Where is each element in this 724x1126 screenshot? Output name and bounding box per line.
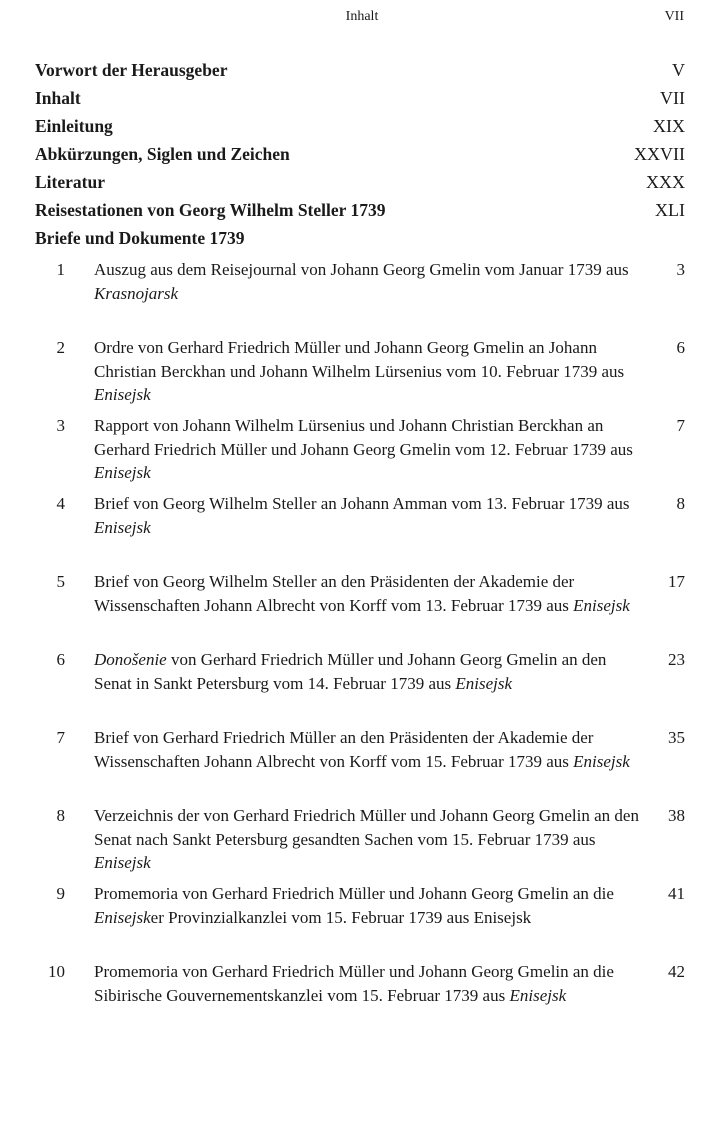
section-title: Vorwort der Herausgeber xyxy=(35,60,228,80)
entry-place: Enisejsk xyxy=(94,517,151,537)
entry-text: Verzeichnis der von Gerhard Friedrich Müller und Johann Georg Gmelin an den Senat nach Sankt Petersburg gesandten Sachen vom 15. Februar 1739 aus xyxy=(94,806,639,849)
toc-section-vorwort xyxy=(35,60,685,88)
toc-entry-10 xyxy=(35,960,685,1038)
entry-place: Krasnojarsk xyxy=(94,283,179,303)
entry-number: 5 xyxy=(56,572,65,591)
entry-number: 3 xyxy=(56,416,65,435)
section-page: XXX xyxy=(646,172,685,192)
entry-title xyxy=(94,648,639,695)
entry-title xyxy=(94,258,639,305)
toc-entry-3 xyxy=(35,414,685,492)
entry-page: 42 xyxy=(668,962,685,981)
entry-page: 35 xyxy=(668,728,685,747)
section-page: XIX xyxy=(653,116,685,136)
entry-suffix: er Provinzialkanzlei vom 15. Februar 1739 aus Enisejsk xyxy=(150,907,532,927)
running-header-page-number: VII xyxy=(664,9,684,24)
entry-title xyxy=(94,492,639,539)
entry-text: Auszug aus dem Reisejournal von Johann Georg Gmelin vom Januar 1739 aus xyxy=(94,260,629,279)
toc-entry-9 xyxy=(35,882,685,960)
entry-title xyxy=(94,414,639,485)
entry-text: Promemoria von Gerhard Friedrich Müller und Johann Georg Gmelin an die Sibirische Gouvernementskanzlei vom 15. Februar 1739 aus xyxy=(94,962,614,1005)
entry-page: 7 xyxy=(676,416,685,435)
entry-place: Enisejsk xyxy=(94,907,151,927)
entry-number: 8 xyxy=(56,806,65,825)
toc-entry-7 xyxy=(35,726,685,804)
entry-place: Enisejsk xyxy=(573,595,630,615)
toc-entry-4 xyxy=(35,492,685,570)
entry-text: von Gerhard Friedrich Müller und Johann Georg Gmelin an den Senat in Sankt Petersburg vom 14. Februar 1739 aus xyxy=(94,650,607,693)
entry-place: Enisejsk xyxy=(94,463,151,482)
toc-entries xyxy=(35,258,685,1038)
section-title: Briefe und Dokumente 1739 xyxy=(35,228,245,248)
toc-section-reisestationen xyxy=(35,200,685,228)
toc-section-literatur xyxy=(35,172,685,200)
section-page: V xyxy=(672,60,685,80)
entry-number: 7 xyxy=(56,728,65,747)
entry-page: 17 xyxy=(668,572,685,591)
running-header-title: Inhalt xyxy=(345,9,379,24)
entry-title xyxy=(94,882,639,929)
entry-text: Rapport von Johann Wilhelm Lürsenius und Johann Christian Berckhan an Gerhard Friedrich Müller und Johann Georg Gmelin vom 12. Februar 1739 aus xyxy=(94,416,633,459)
toc-section-inhalt xyxy=(35,88,685,116)
entry-number: 1 xyxy=(56,260,65,279)
entry-page: 8 xyxy=(676,494,685,513)
entry-prefix: Donošenie xyxy=(94,650,167,669)
toc-sections xyxy=(35,60,685,256)
toc-section-einleitung xyxy=(35,116,685,144)
toc-entry-8 xyxy=(35,804,685,882)
toc-section-briefe xyxy=(35,228,685,256)
section-title: Abkürzungen, Siglen und Zeichen xyxy=(35,144,290,164)
entry-place: Enisejsk xyxy=(94,385,151,404)
entry-page: 38 xyxy=(668,806,685,825)
entry-number: 9 xyxy=(56,884,65,903)
section-page: XLI xyxy=(655,200,685,220)
entry-title xyxy=(94,960,639,1007)
section-title: Reisestationen von Georg Wilhelm Steller 1739 xyxy=(35,200,386,220)
section-title: Literatur xyxy=(35,172,105,192)
entry-place: Enisejsk xyxy=(455,673,513,693)
entry-page: 3 xyxy=(676,260,685,279)
entry-text: Brief von Gerhard Friedrich Müller an den Präsidenten der Akademie der Wissenschaften Johann Albrecht von Korff vom 15. Februar 1739 aus xyxy=(94,728,594,771)
entry-title xyxy=(94,804,639,875)
entry-text: Promemoria von Gerhard Friedrich Müller und Johann Georg Gmelin an die xyxy=(94,884,614,903)
entry-number: 2 xyxy=(56,338,65,357)
entry-title xyxy=(94,336,639,407)
toc-entry-2 xyxy=(35,336,685,414)
toc-entry-6 xyxy=(35,648,685,726)
entry-text: Brief von Georg Wilhelm Steller an den Präsidenten der Akademie der Wissenschaften Johann Albrecht von Korff vom 13. Februar 1739 aus xyxy=(94,572,575,615)
section-page: VII xyxy=(660,88,685,108)
entry-text: Ordre von Gerhard Friedrich Müller und Johann Georg Gmelin an Johann Christian Berckhan und Johann Wilhelm Lürsenius vom 10. Februar 1739 aus xyxy=(94,338,625,381)
entry-place: Enisejsk xyxy=(94,853,151,872)
toc-entry-1 xyxy=(35,258,685,336)
entry-place: Enisejsk xyxy=(573,751,630,771)
section-page: XXVII xyxy=(634,144,685,164)
entry-page: 41 xyxy=(668,884,685,903)
entry-page: 23 xyxy=(668,650,685,669)
entry-number: 6 xyxy=(56,650,65,669)
entry-place: Enisejsk xyxy=(509,985,567,1005)
section-title: Inhalt xyxy=(35,88,81,108)
entry-title xyxy=(94,726,639,773)
entry-number: 4 xyxy=(56,494,65,513)
section-title: Einleitung xyxy=(35,116,113,136)
entry-title xyxy=(94,570,639,617)
toc-entry-5 xyxy=(35,570,685,648)
entry-page: 6 xyxy=(676,338,685,357)
toc-section-abkuerzungen xyxy=(35,144,685,172)
entry-text: Brief von Georg Wilhelm Steller an Johann Amman vom 13. Februar 1739 aus xyxy=(94,494,630,513)
entry-number: 10 xyxy=(48,962,65,981)
